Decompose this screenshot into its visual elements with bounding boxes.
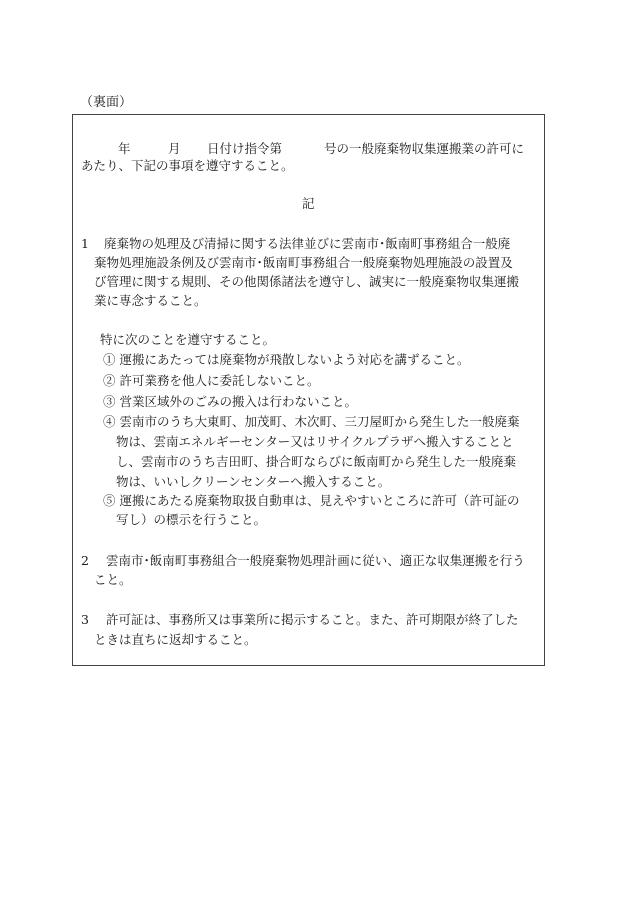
sub-item-5-continuation: 写し）の標示を行うこと。 bbox=[116, 512, 267, 527]
item-2-number: 2 bbox=[81, 553, 89, 568]
sub-item-4-continuation: 物は、いいしクリーンセンターへ搬入すること。 bbox=[116, 474, 391, 489]
intro-line-2: あたり、下記の事項を遵守すること。 bbox=[81, 158, 294, 173]
item-1-line: 棄物処理施設条例及び雲南市･飯南町事務組合一般廃棄物処理施設の設置及 bbox=[94, 255, 513, 270]
item-1-number: 1 bbox=[81, 236, 89, 251]
reverse-side-label: （裏面） bbox=[80, 95, 133, 110]
item-2-line: こと。 bbox=[94, 572, 132, 587]
sub-item-4-continuation: 物は、雲南エネルギーセンター又はリサイクルプラザへ搬入することと bbox=[116, 434, 514, 449]
item-1-line: 業に専念すること。 bbox=[94, 293, 207, 308]
intro-year: 年 bbox=[118, 141, 131, 156]
item-3-line: 許可証は、事務所又は事業所に掲示すること。また、許可期限が終了した bbox=[106, 612, 519, 627]
item-1-line: び管理に関する規則、その他関係諸法を遵守し、誠実に一般廃棄物収集運搬 bbox=[94, 274, 520, 289]
intro-date-suffix: 日付け指令第 bbox=[207, 141, 283, 156]
sub-item-2: ② 許可業務を他人に委託しないこと。 bbox=[103, 373, 320, 388]
sub-item-1: ① 運搬にあたっては廃棄物が飛散しないよう対応を講ずること。 bbox=[103, 352, 470, 367]
ki-heading: 記 bbox=[302, 196, 315, 211]
item-2-line: 雲南市･飯南町事務組合一般廃棄物処理計画に従い、適正な収集運搬を行う bbox=[106, 553, 525, 568]
item-3-line: ときは直ちに返却すること。 bbox=[94, 632, 257, 647]
item-1-line: 廃棄物の処理及び清掃に関する法律並びに雲南市･飯南町事務組合一般廃 bbox=[104, 236, 511, 251]
special-notice: 特に次のことを遵守すること。 bbox=[100, 332, 276, 347]
item-3-number: 3 bbox=[81, 612, 89, 627]
intro-month: 月 bbox=[168, 141, 181, 156]
sub-item-4: ④ 雲南市のうち大東町、加茂町、木次町、三刀屋町から発生した一般廃棄 bbox=[103, 414, 520, 429]
sub-item-3: ③ 営業区域外のごみの搬入は行わないこと。 bbox=[103, 394, 357, 409]
intro-permit-text: 号の一般廃棄物収集運搬業の許可に bbox=[324, 141, 525, 156]
sub-item-5: ⑤ 運搬にあたる廃棄物取扱自動車は、見えやすいところに許可（許可証の bbox=[103, 493, 520, 508]
sub-item-4-continuation: し、雲南市のうち吉田町、掛合町ならびに飯南町から発生した一般廃棄 bbox=[116, 454, 517, 469]
